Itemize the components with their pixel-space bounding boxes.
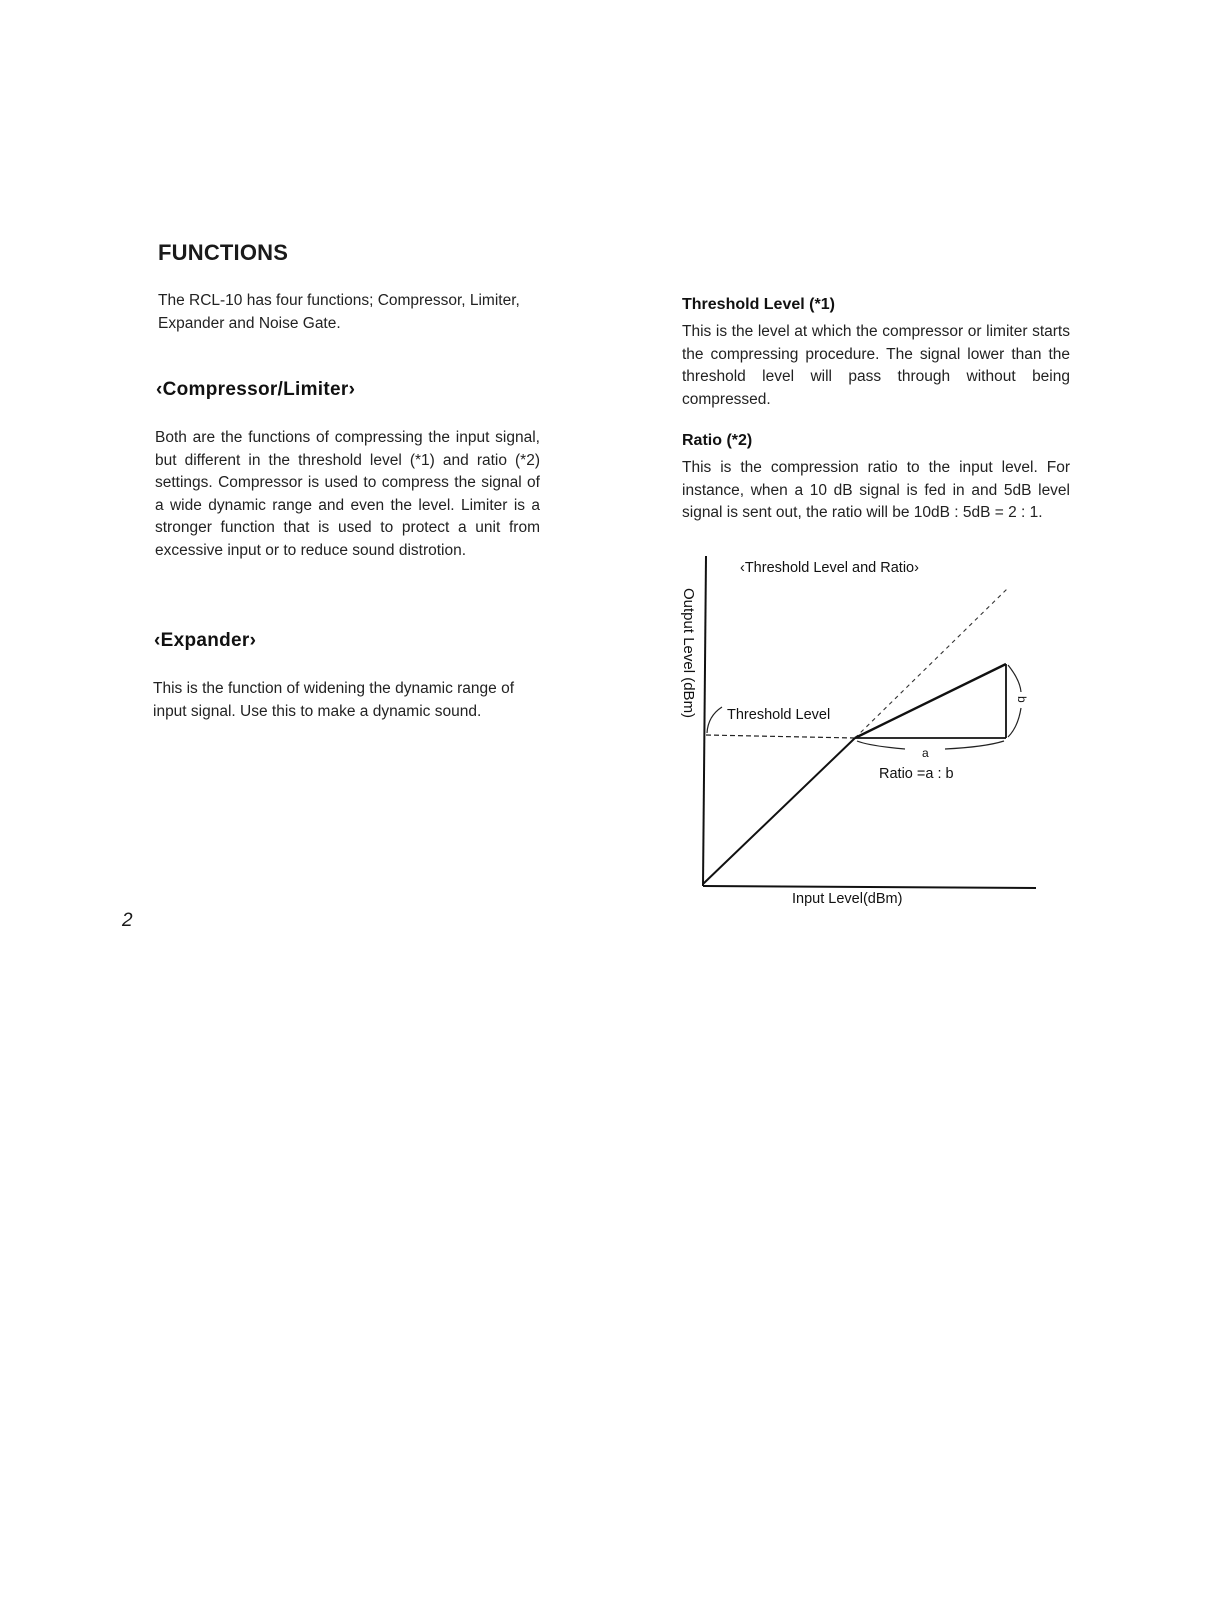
a-brace-left xyxy=(857,741,905,749)
threshold-level-paragraph: This is the level at which the compressor or limiter starts the compressing procedure. The signal lower than the threshold level will pass through without being compressed. xyxy=(682,323,1070,408)
ratio-paragraph: This is the compression ratio to the input level. For instance, when a 10 dB signal is fed in and 5dB level signal is sent out, the ratio will be 10dB : 5dB = 2 : 1. xyxy=(682,459,1070,521)
diagram-caption: ‹Threshold Level and Ratio› xyxy=(740,560,919,576)
label-b: b xyxy=(1015,696,1029,703)
expander-paragraph: This is the function of widening the dynamic range of input signal. Use this to make a dynamic sound. xyxy=(153,680,515,720)
compressor-limiter-heading: ‹Compressor/Limiter› xyxy=(156,379,356,400)
threshold-level-label: Threshold Level xyxy=(727,707,831,723)
compressor-limiter-paragraph: Both are the functions of compressing the input signal, but different in the threshold level (*1) and ratio (*2) settings. Compressor is used to compress the signal of a wide dynamic range and even the level. Limiter is a stronger function that is used to protect a unit from excessive input or to reduce sound distrotion. xyxy=(155,429,540,559)
threshold-dashed-line xyxy=(706,735,855,738)
b-brace-top xyxy=(1008,665,1021,692)
threshold-pointer xyxy=(707,707,722,733)
y-axis-label: Output Level (dBm) xyxy=(680,588,697,719)
b-brace-bottom xyxy=(1008,708,1021,737)
linear-segment xyxy=(703,738,855,884)
threshold-level-heading: Threshold Level (*1) xyxy=(682,296,835,313)
compressed-segment xyxy=(855,664,1006,738)
label-a: a xyxy=(922,746,929,760)
unity-gain-dashed-line xyxy=(855,588,1008,738)
ratio-label: Ratio =a : b xyxy=(879,766,954,782)
x-axis-label: Input Level(dBm) xyxy=(792,891,903,907)
intro-paragraph: The RCL-10 has four functions; Compressor, Limiter, Expander and Noise Gate. xyxy=(158,292,520,332)
page-title: FUNCTIONS xyxy=(158,240,289,265)
expander-heading: ‹Expander› xyxy=(154,630,257,651)
page-number: 2 xyxy=(122,910,133,931)
y-axis xyxy=(703,556,706,886)
a-brace-right xyxy=(945,741,1004,749)
ratio-heading: Ratio (*2) xyxy=(682,432,753,449)
x-axis xyxy=(703,886,1036,888)
